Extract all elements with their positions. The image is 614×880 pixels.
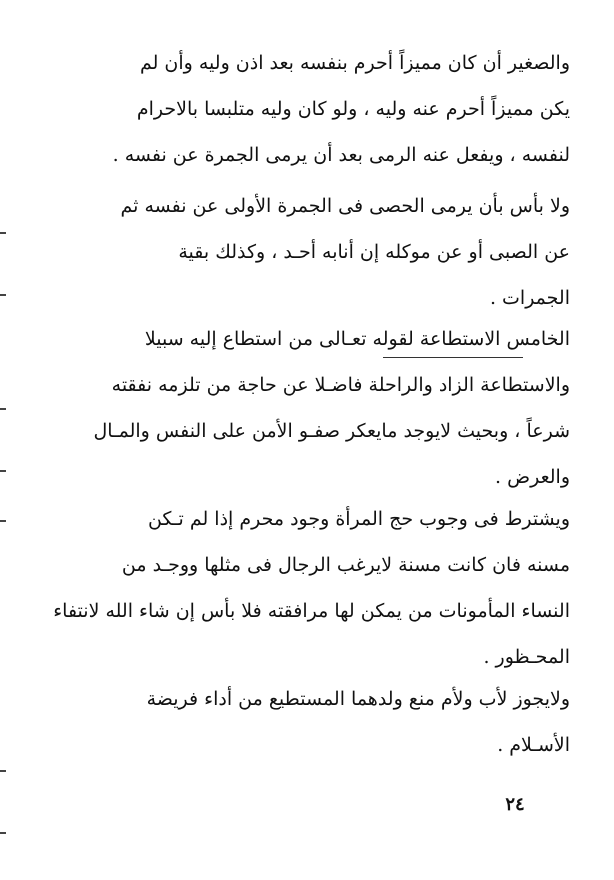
paragraph-1 xyxy=(40,40,570,178)
text-line: النساء المأمونات من يمكن لها مرافقته فلا بأس إن شاء الله لانتفاء xyxy=(53,600,570,622)
text-line: لنفسه ، ويفعل عنه الرمى بعد أن يرمى الجمرة عن نفسه . xyxy=(112,144,570,166)
text-line: والصغير أن كان مميزاً أحرم بنفسه بعد اذن وليه وأن لم xyxy=(139,52,570,74)
margin-mark xyxy=(0,294,6,296)
text-line: شرعاً ، وبحيث لايوجد مايعكر صفـو الأمن على النفس والمـال xyxy=(93,420,570,442)
text-line: والعرض . xyxy=(495,466,570,488)
text-line: الجمرات . xyxy=(489,287,570,309)
margin-mark xyxy=(0,520,6,522)
text-line: ولايجوز لأب ولأم منع ولدهما المستطيع من أداء فريضة xyxy=(146,688,570,710)
paragraph-2 xyxy=(40,183,570,321)
paragraph-5 xyxy=(40,676,570,768)
text-line: يكن مميزاً أحرم عنه وليه ، ولو كان وليه متلبسا بالاحرام xyxy=(136,98,570,120)
underline-rule xyxy=(383,357,523,358)
margin-mark xyxy=(0,470,6,472)
margin-mark xyxy=(0,832,6,834)
text-line: والاستطاعة الزاد والراحلة فاضـلا عن حاجة من تلزمه نفقته xyxy=(111,374,570,396)
margin-mark xyxy=(0,770,6,772)
paragraph-3 xyxy=(40,316,570,500)
paragraph-4 xyxy=(40,496,570,680)
text-line: عن الصبى أو عن موكله إن أنابه أحـد ، وكذلك بقية xyxy=(178,241,570,263)
text-line: مسنه فان كانت مسنة لايرغب الرجال فى مثلها ووجـد من xyxy=(121,554,570,576)
text-line: ولا بأس بأن يرمى الحصى فى الجمرة الأولى عن نفسه ثم xyxy=(120,195,570,217)
page-number: ٢٤ xyxy=(505,794,525,815)
margin-mark xyxy=(0,232,6,234)
text-line: الأسـلام . xyxy=(497,734,570,756)
text-line: ويشترط فى وجوب حج المرأة وجود محرم إذا لم تـكن xyxy=(147,508,570,530)
text-line: المحـظور . xyxy=(483,646,570,668)
margin-mark xyxy=(0,408,6,410)
text-line: الخامس الاستطاعة لقوله تعـالى من استطاع إليه سبيلا xyxy=(144,328,570,350)
